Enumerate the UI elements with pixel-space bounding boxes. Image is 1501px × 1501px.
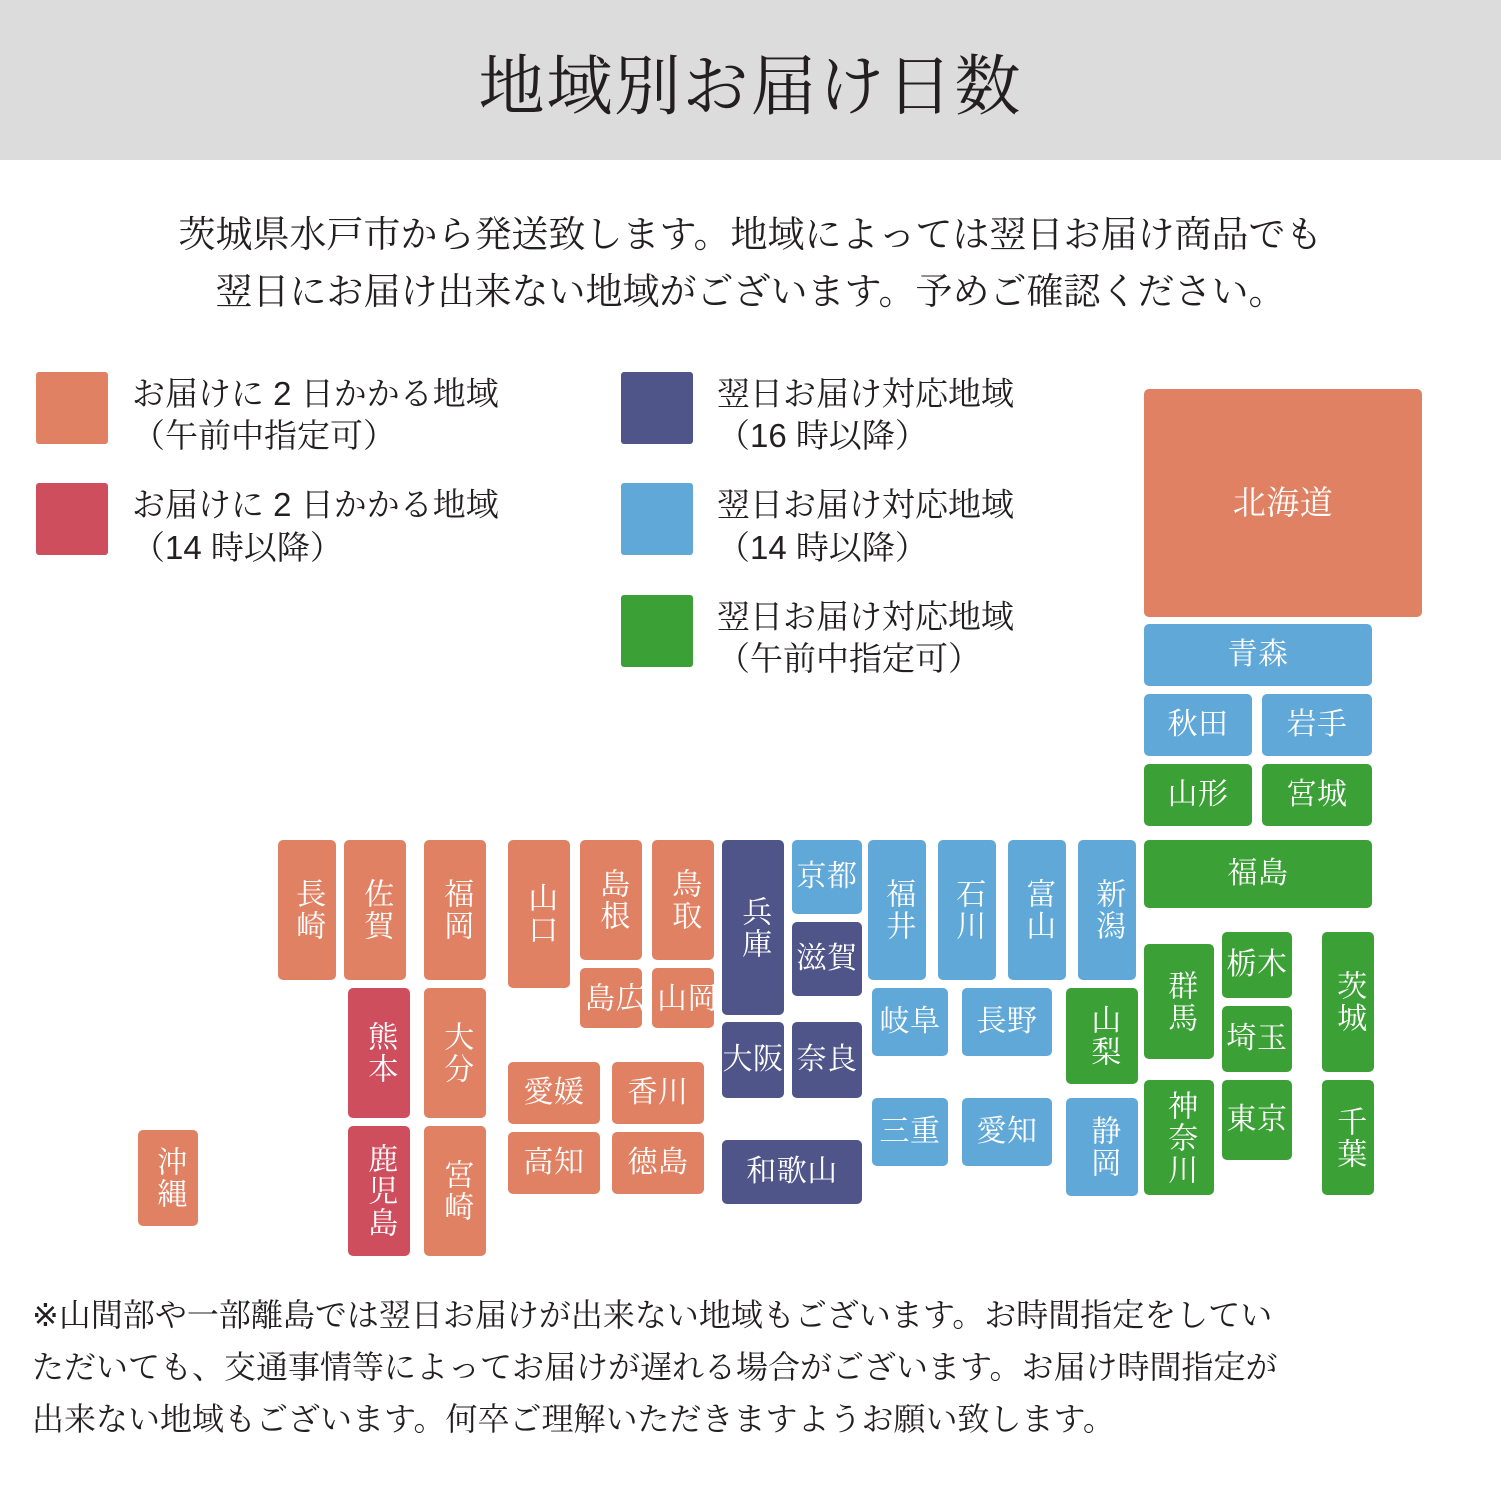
prefecture-tile: 茨城 <box>1322 932 1374 1072</box>
prefecture-tile: 沖縄 <box>138 1130 198 1226</box>
footnote-line-2: ただいても、交通事情等によってお届けが遅れる場合がございます。お届け時間指定が <box>32 1348 1278 1385</box>
prefecture-tile: 福岡 <box>424 840 486 980</box>
prefecture-tile: 北海道 <box>1144 389 1422 617</box>
legend-label-line-2: （午前中指定可） <box>132 417 396 455</box>
legend-label-line-2: （14 時以降） <box>717 528 928 566</box>
prefecture-tile: 佐賀 <box>344 840 406 980</box>
legend-label-line-1: お届けに 2 日かかる地域 <box>132 375 499 412</box>
prefecture-tile: 愛知 <box>962 1098 1052 1166</box>
prefecture-tile: 新潟 <box>1078 840 1136 980</box>
prefecture-tile: 鹿児島 <box>348 1126 410 1256</box>
prefecture-tile: 石川 <box>938 840 996 980</box>
prefecture-tile: 千葉 <box>1322 1080 1374 1195</box>
prefecture-tile: 広島 <box>580 968 642 1028</box>
prefecture-tile: 熊本 <box>348 988 410 1118</box>
legend-label-line-1: 翌日お届け対応地域 <box>717 375 1014 412</box>
prefecture-tile: 兵庫 <box>722 840 784 1015</box>
prefecture-tile: 大分 <box>424 988 486 1118</box>
prefecture-tile: 香川 <box>612 1062 704 1124</box>
intro-line-1: 茨城県水戸市から発送致します。地域によっては翌日お届け商品でも <box>178 214 1323 255</box>
prefecture-tile: 群馬 <box>1144 944 1214 1059</box>
prefecture-tile: 高知 <box>508 1132 600 1194</box>
prefecture-tile: 奈良 <box>792 1022 862 1098</box>
prefecture-tile: 徳島 <box>612 1132 704 1194</box>
prefecture-tile: 大阪 <box>722 1022 784 1098</box>
prefecture-tile: 埼玉 <box>1222 1006 1292 1072</box>
prefecture-tile: 三重 <box>872 1098 948 1166</box>
prefecture-tile: 島根 <box>580 840 642 960</box>
legend-label-line-1: 翌日お届け対応地域 <box>717 597 1014 635</box>
prefecture-tile: 愛媛 <box>508 1062 600 1124</box>
prefecture-tile: 神奈川 <box>1144 1080 1214 1195</box>
prefecture-tile: 栃木 <box>1222 932 1292 998</box>
prefecture-tile: 長崎 <box>278 840 336 980</box>
prefecture-tile: 富山 <box>1008 840 1066 980</box>
prefecture-tile: 福島 <box>1144 840 1372 908</box>
prefecture-tile: 秋田 <box>1144 694 1252 756</box>
prefecture-tile: 鳥取 <box>652 840 714 960</box>
prefecture-tile: 山形 <box>1144 764 1252 826</box>
prefecture-tile: 青森 <box>1144 624 1372 686</box>
prefecture-tile: 岐阜 <box>872 988 948 1056</box>
legend-label-line-2: （16 時以降） <box>717 417 928 455</box>
footnote <box>32 1290 1472 1445</box>
prefecture-tile: 山梨 <box>1066 988 1138 1084</box>
prefecture-tile: 宮城 <box>1262 764 1372 826</box>
prefecture-tile: 岡山 <box>652 968 714 1028</box>
page-title: 地域別お届け日数 <box>478 50 1023 124</box>
prefecture-tile: 静岡 <box>1066 1098 1138 1196</box>
legend-label-line-2: （午前中指定可） <box>717 640 981 678</box>
prefecture-tile: 東京 <box>1222 1080 1292 1160</box>
footnote-line-1: ※山間部や一部離島では翌日お届けが出来ない地域もございます。お時間指定をしてい <box>32 1297 1273 1333</box>
prefecture-tile: 岩手 <box>1262 694 1372 756</box>
intro-line-2: 翌日にお届け出来ない地域がございます。予めご確認ください。 <box>215 271 1286 313</box>
prefecture-tile: 滋賀 <box>792 922 862 996</box>
legend-label-line-1: 翌日お届け対応地域 <box>717 486 1014 524</box>
prefecture-tile: 和歌山 <box>722 1140 862 1204</box>
prefecture-tile: 宮崎 <box>424 1126 486 1256</box>
legend-label-line-2: （14 時以降） <box>132 528 343 566</box>
prefecture-tile: 長野 <box>962 988 1052 1056</box>
legend-label-line-1: お届けに 2 日かかる地域 <box>132 486 499 524</box>
footnote-line-3: 出来ない地域もございます。何卒ご理解いただきますようお願い致します。 <box>32 1400 1115 1437</box>
prefecture-tile: 福井 <box>868 840 926 980</box>
prefecture-tile: 京都 <box>792 840 862 914</box>
prefecture-tile: 山口 <box>508 840 570 988</box>
